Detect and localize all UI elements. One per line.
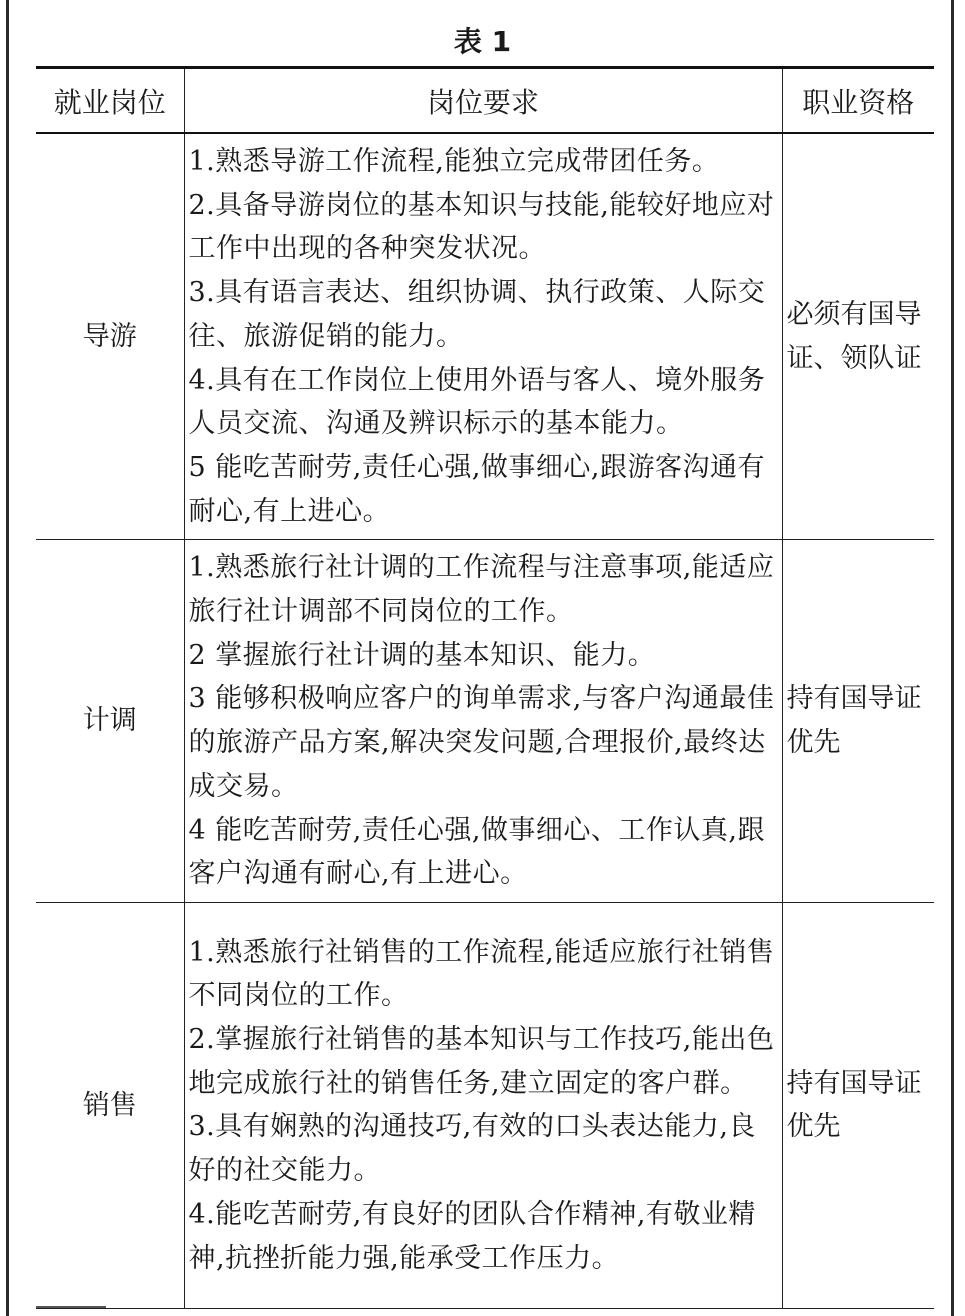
footnote-rule [36,1306,106,1308]
requirements-cell [184,902,782,1308]
table-row [36,133,934,540]
job-title: 销售 [36,902,184,1308]
qualification-cell: 必须有国导证、领队证 [782,133,934,540]
requirement-item: 1.熟悉旅行社计调的工作流程与注意事项,能适应旅行社计调部不同岗位的工作。 [188,552,775,628]
requirement-item: 2 掌握旅行社计调的基本知识、能力。 [188,639,656,671]
requirement-item: 3 能够积极响应客户的询单需求,与客户沟通最佳的旅游产品方案,解决突发问题,合理报价,最终达成交易。 [188,683,775,802]
job-title: 导游 [36,133,184,540]
header-requirements: 岗位要求 [184,68,782,134]
requirement-item: 5 能吃苦耐劳,责任心强,做事细心,跟游客沟通有耐心,有上进心。 [188,451,766,527]
qualification-cell: 持有国导证优先 [782,540,934,903]
requirements-cell [184,133,782,540]
requirement-item: 2.具备导游岗位的基本知识与技能,能较好地应对工作中出现的各种突发状况。 [188,189,775,265]
requirement-item: 1.熟悉旅行社销售的工作流程,能适应旅行社销售不同岗位的工作。 [188,936,775,1012]
table-row [36,902,934,1308]
qualification-cell: 持有国导证优先 [782,902,934,1308]
header-job: 就业岗位 [36,68,184,134]
table-row [36,540,934,903]
requirement-item: 1.熟悉导游工作流程,能独立完成带团任务。 [188,146,720,177]
table-header-row [36,68,934,134]
header-qualification: 职业资格 [782,68,934,134]
job-requirements-table [36,66,934,1309]
requirements-cell [184,540,782,903]
page-border-right [951,0,954,1316]
job-title: 计调 [36,540,184,903]
table-caption: 表 1 [453,25,512,58]
requirement-item: 3.具有娴熟的沟通技巧,有效的口头表达能力,良好的社交能力。 [188,1111,756,1187]
requirement-item: 3.具有语言表达、组织协调、执行政策、人际交往、旅游促销的能力。 [188,277,766,352]
requirement-item: 2.掌握旅行社销售的基本知识与工作技巧,能出色地完成旅行社的销售任务,建立固定的客户群。 [188,1024,775,1099]
requirement-item: 4.具有在工作岗位上使用外语与客人、境外服务人员交流、沟通及辨识标示的基本能力。 [188,364,766,440]
requirement-item: 4 能吃苦耐劳,责任心强,做事细心、工作认真,跟客户沟通有耐心,有上进心。 [188,814,766,890]
requirement-item: 4.能吃苦耐劳,有良好的团队合作精神,有敬业精神,抗挫折能力强,能承受工作压力。 [188,1198,756,1274]
page-border-left [6,0,9,1316]
